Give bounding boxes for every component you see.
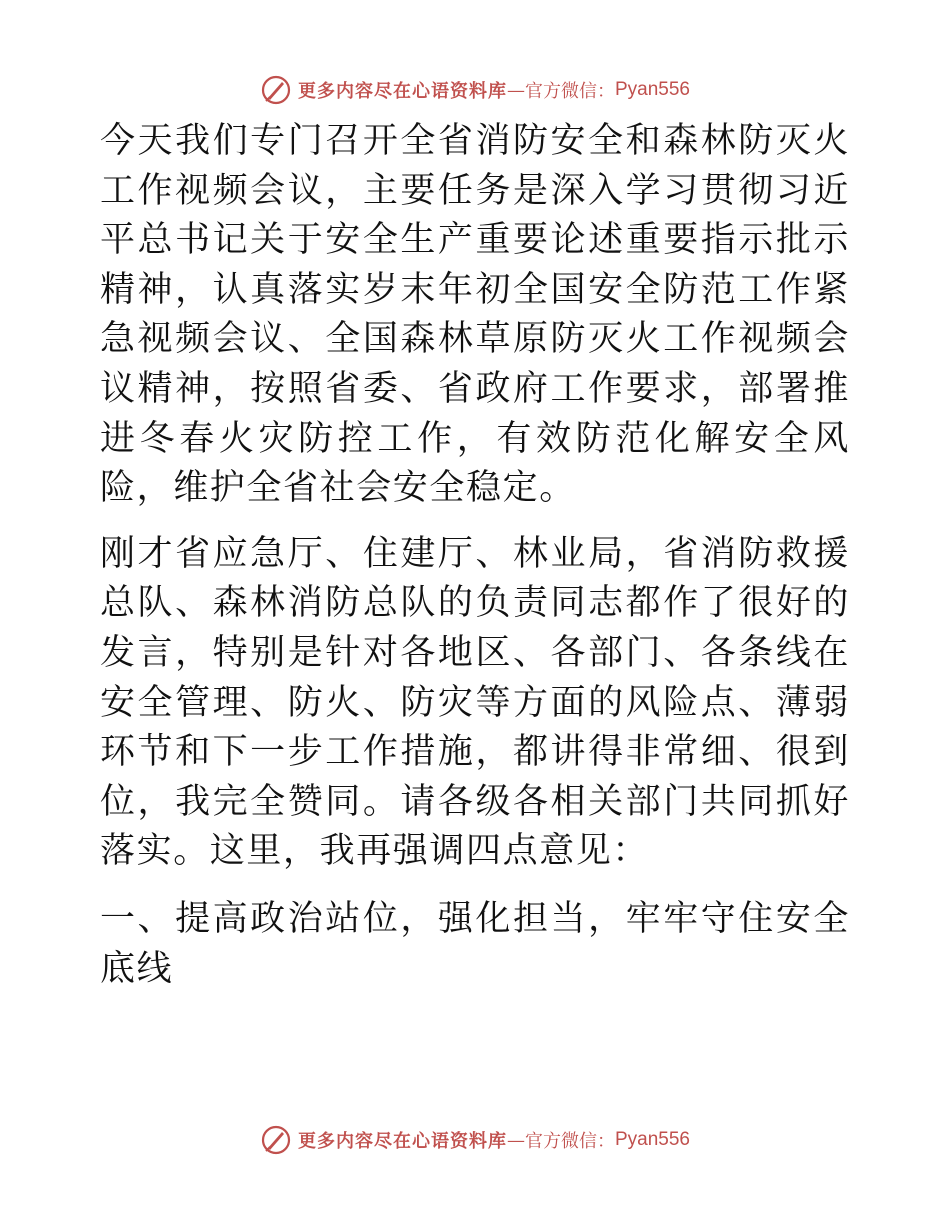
paragraph-1: 今天我们专门召开全省消防安全和森林防灭火工作视频会议，主要任务是深入学习贯彻习近平总书记关于安全生产重要论述重要指示批示精神，认真落实岁末年初全国安全防范工作紧急视频会议、全国森林草原防灭火工作视频会议精神，按照省委、省政府工作要求，部署推进冬春火灾防控工作，有效防范化解安全风险，维护全省社会安全稳定。: [100, 121, 850, 509]
section-heading-1: 一、提高政治站位，强化担当，牢牢守住安全底线: [100, 898, 850, 989]
banner-wechat-label: 官方微信：: [524, 1131, 615, 1152]
banner-wechat-label: 官方微信：: [524, 81, 615, 102]
footer-watermark-banner: [0, 1120, 950, 1160]
banner-separator: —: [506, 1129, 525, 1151]
banner-brand-text: 更多内容尽在心语资料库: [297, 81, 507, 102]
quill-logo-icon: [260, 74, 292, 106]
banner-brand-text: 更多内容尽在心语资料库: [297, 1131, 507, 1152]
banner-wechat-id: Pyan556: [614, 1129, 690, 1150]
paragraph-2: 刚才省应急厅、住建厅、林业局，省消防救援总队、森林消防总队的负责同志都作了很好的发言，特别是针对各地区、各部门、各条线在安全管理、防火、防灾等方面的风险点、薄弱环节和下一步工作措施，都讲得非常细、很到位，我完全赞同。请各级各相关部门共同抓好落实。这里，我再强调四点意见：: [100, 533, 850, 872]
quill-logo-icon: [260, 1124, 292, 1156]
document-body: [100, 117, 850, 994]
banner-separator: —: [506, 79, 525, 101]
banner-wechat-id: Pyan556: [614, 79, 690, 100]
header-watermark-banner: [0, 70, 950, 110]
